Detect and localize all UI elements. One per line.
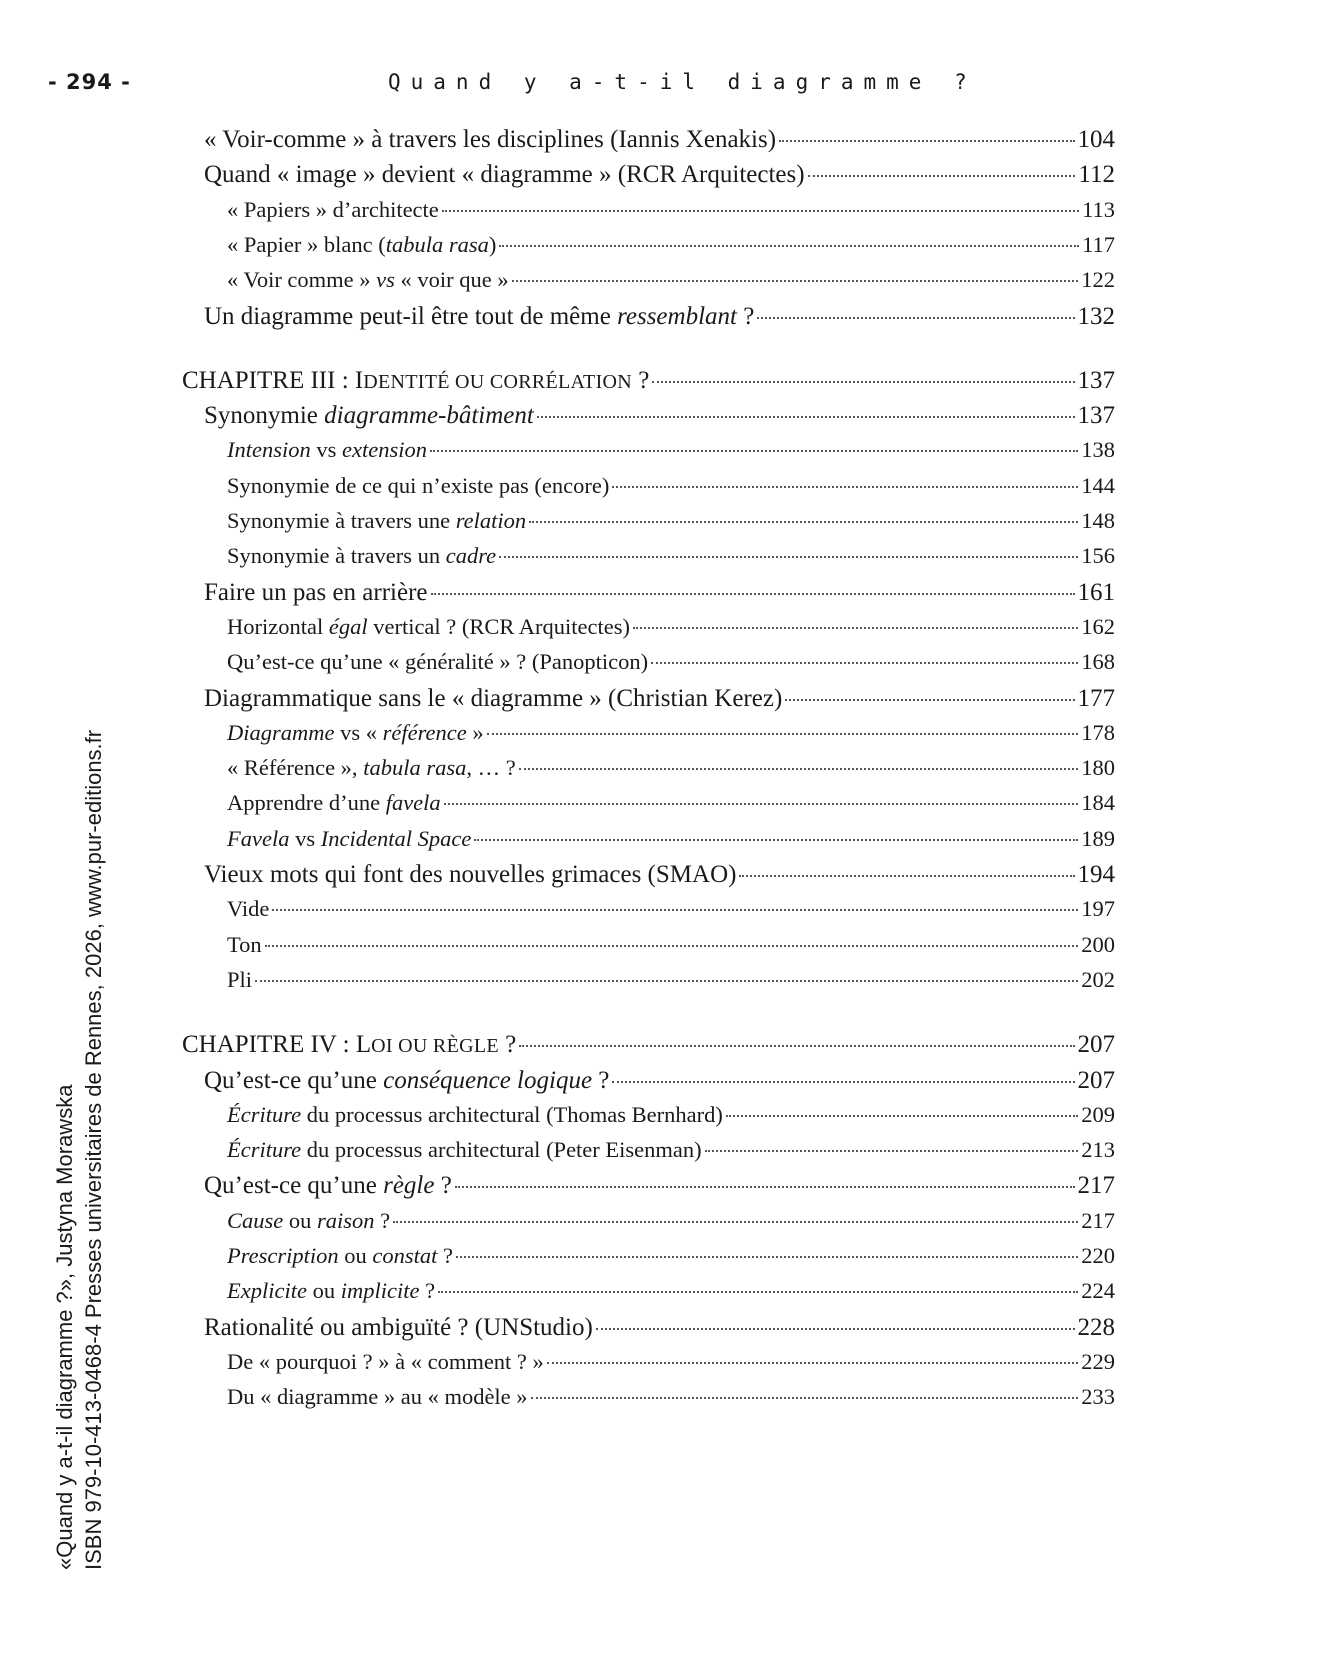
toc-entry-title: [227, 197, 439, 223]
toc-entry: [204, 161, 1115, 189]
toc-page-number: 144: [1081, 472, 1115, 498]
toc-title-text: « Référence »,: [227, 755, 364, 781]
toc-title-italic: Écriture: [227, 1101, 302, 1127]
toc-title-text: vs: [310, 437, 343, 463]
toc-entry: [227, 614, 1115, 640]
toc-leader-dots: [757, 317, 1074, 319]
toc-title-italic: extension: [342, 437, 427, 463]
toc-title-italic: Prescription: [227, 1243, 339, 1268]
toc-entry: [227, 1208, 1115, 1234]
toc-leader-dots: [739, 875, 1074, 877]
toc-entry-title: [204, 1314, 593, 1342]
toc-entry-title: [227, 508, 526, 534]
toc-entry: [227, 1102, 1115, 1128]
toc-title-text: Du « diagramme » au « modèle »: [227, 1384, 528, 1410]
toc-entry: [204, 861, 1115, 889]
toc-title-text: DENTITÉ OU CORRÉLATION: [363, 370, 633, 393]
page-number: - 294 -: [48, 70, 131, 94]
toc-entry-title: [182, 367, 649, 395]
toc-entry-title: [204, 1172, 452, 1200]
toc-title-italic: relation: [455, 508, 527, 533]
toc-title-text: , … ?: [466, 755, 516, 781]
toc-entry-title: [227, 1208, 390, 1234]
toc-entry: [204, 1314, 1115, 1342]
toc-title-text: ?: [498, 1031, 517, 1059]
toc-entry: [204, 303, 1115, 331]
toc-entry-title: [227, 755, 516, 781]
toc-title-italic: constat: [372, 1243, 438, 1268]
toc-title-text: Apprendre d’une: [227, 790, 386, 816]
toc-title-italic: tabula rasa: [363, 755, 467, 781]
toc-entry: [227, 720, 1115, 746]
toc-entry-title: [204, 1067, 609, 1095]
toc-title-text: L: [355, 1031, 372, 1059]
toc-title-text: « Papiers » d’architecte: [227, 196, 439, 222]
toc-title-text: Ton: [227, 931, 262, 957]
toc-title-text: « voir que »: [394, 267, 509, 293]
toc-entry-title: [204, 685, 782, 713]
toc-entry-title: [204, 161, 805, 189]
toc-title-text: du processus architectural (Peter Eisenman): [301, 1137, 702, 1163]
toc-entry-title: [227, 232, 496, 258]
toc-entry: [227, 967, 1115, 993]
running-title: Quand y a-t-il diagramme ?: [388, 70, 977, 94]
toc-page-number: 207: [1077, 1066, 1115, 1094]
toc-title-text: Vieux mots qui font des nouvelles grimaces (SMAO): [204, 861, 737, 888]
toc-entry: [227, 1243, 1115, 1269]
toc-title-text: ?: [374, 1207, 391, 1233]
toc-entry-title: [204, 579, 428, 607]
toc-entry-title: [182, 1031, 516, 1059]
toc-title-text: ?: [632, 366, 650, 394]
toc-entry: [227, 197, 1115, 223]
toc-leader-dots: [519, 768, 1079, 770]
toc-entry-title: [227, 473, 609, 499]
toc-title-text: Synonymie de ce qui n’existe pas (encore): [227, 472, 610, 498]
toc-title-italic: Intension: [227, 437, 311, 463]
toc-chapter: [182, 1031, 1115, 1059]
toc-title-text: ou: [306, 1278, 341, 1304]
toc-entry: [227, 1384, 1115, 1410]
toc-leader-dots: [487, 733, 1079, 735]
toc-title-text: »: [466, 719, 484, 745]
toc-leader-dots: [808, 175, 1076, 177]
toc-title-italic: référence: [382, 719, 467, 745]
toc-entry-title: [227, 932, 262, 958]
toc-title-italic: égal: [328, 613, 368, 639]
toc-page-number: 189: [1081, 825, 1115, 851]
toc-title-italic: raison: [317, 1207, 375, 1233]
toc-entry-title: [227, 437, 427, 463]
toc-entry-title: [204, 861, 736, 889]
toc-title-italic: Diagramme: [227, 719, 335, 745]
toc-entry: [227, 543, 1115, 569]
toc-entry-title: [227, 1243, 453, 1269]
toc-entry-title: [227, 543, 496, 569]
toc-page-number: 200: [1081, 931, 1115, 957]
toc-title-text: Synonymie à travers un: [227, 543, 446, 569]
toc-page-number: 220: [1081, 1243, 1115, 1268]
toc-page-number: 137: [1077, 366, 1115, 394]
toc-entry: [227, 790, 1115, 816]
toc-title-text: ?: [592, 1066, 610, 1094]
toc-title-text: Qu’est-ce qu’une: [204, 1172, 384, 1200]
toc-page-number: 217: [1081, 1207, 1115, 1233]
toc-title-text: « Voir-comme » à travers les disciplines (Iannis Xenakis): [204, 126, 777, 153]
toc-title-italic: cadre: [445, 543, 497, 569]
toc-title-italic: Explicite: [227, 1278, 307, 1304]
toc-title-italic: Favela: [227, 825, 290, 851]
toc-page-number: 202: [1081, 966, 1115, 992]
toc-entry: [227, 1349, 1115, 1375]
toc-entry: [227, 896, 1115, 922]
toc-title-text: vs «: [334, 719, 383, 745]
toc-leader-dots: [612, 486, 1078, 488]
toc-page-number: 213: [1081, 1137, 1115, 1163]
toc-leader-dots: [726, 1115, 1078, 1117]
toc-entry: [227, 826, 1115, 852]
toc-title-text: Synonymie: [204, 402, 325, 430]
toc-page-number: 148: [1081, 508, 1115, 533]
toc-leader-dots: [438, 1291, 1078, 1293]
toc-leader-dots: [499, 556, 1078, 558]
toc-leader-dots: [393, 1221, 1078, 1223]
toc-page-number: 112: [1078, 161, 1115, 189]
toc-entry-title: [227, 826, 471, 852]
toc-title-text: « Papier » blanc (: [227, 231, 386, 257]
toc-title-italic: implicite: [340, 1278, 420, 1304]
toc-entry-title: [227, 720, 484, 746]
toc-page-number: 180: [1081, 755, 1115, 781]
toc-entry-title: [204, 126, 776, 154]
toc-page-number: 168: [1081, 649, 1115, 675]
toc-entry: [204, 1172, 1115, 1200]
toc-entry: [227, 1278, 1115, 1304]
toc-entry-title: [227, 1102, 723, 1128]
toc-title-text: Un diagramme peut-il être tout de même: [204, 302, 618, 330]
toc-page-number: 209: [1081, 1101, 1115, 1127]
toc-title-text: ?: [736, 302, 755, 330]
toc-page-number: 156: [1081, 543, 1115, 569]
toc-entry: [204, 579, 1115, 607]
toc-leader-dots: [651, 662, 1078, 664]
toc-title-text: Vide: [227, 896, 270, 922]
toc-title-text: vs: [289, 825, 321, 851]
toc-leader-dots: [442, 210, 1079, 212]
toc-page-number: 228: [1077, 1313, 1115, 1341]
toc-entry: [227, 267, 1115, 293]
toc-title-text: Qu’est-ce qu’une: [204, 1066, 384, 1094]
toc-entry: [227, 649, 1115, 675]
toc-leader-dots: [531, 1397, 1079, 1399]
toc-title-italic: favela: [385, 790, 441, 816]
toc-entry-title: [227, 1384, 528, 1410]
toc-page-number: 122: [1081, 267, 1115, 293]
toc-leader-dots: [537, 416, 1075, 418]
toc-entry-title: [227, 790, 441, 816]
toc-page-number: 138: [1081, 437, 1115, 463]
toc-title-text: Quand « image » devient « diagramme » (RCR Arquitectes): [204, 161, 805, 189]
toc-title-text: « Voir comme »: [227, 267, 377, 293]
toc-entry-title: [227, 967, 252, 993]
toc-entry: [204, 1067, 1115, 1095]
toc-leader-dots: [785, 699, 1074, 701]
toc-leader-dots: [255, 980, 1078, 982]
toc-entry-title: [227, 1349, 544, 1375]
toc-page-number: 162: [1081, 613, 1115, 639]
toc-page-number: 229: [1081, 1348, 1115, 1374]
toc-title-italic: Cause: [227, 1207, 284, 1233]
toc-entry-title: [204, 402, 534, 430]
toc-page-number: 207: [1077, 1031, 1115, 1059]
toc-title-text: Faire un pas en arrière: [204, 578, 428, 606]
toc-page-number: 104: [1077, 126, 1115, 153]
toc-entry-title: [227, 267, 509, 293]
toc-title-text: ou: [283, 1207, 317, 1233]
toc-entry-title: [204, 303, 754, 331]
toc-leader-dots: [633, 627, 1078, 629]
toc-title-text: OI OU RÈGLE: [371, 1035, 499, 1058]
toc-leader-dots: [547, 1362, 1078, 1364]
toc-leader-dots: [455, 1186, 1075, 1188]
toc-title-text: De « pourquoi ? » à « comment ? »: [227, 1348, 544, 1374]
toc-page-number: 184: [1081, 790, 1115, 816]
toc-leader-dots: [652, 381, 1074, 383]
toc-title-text: Horizontal: [227, 613, 329, 639]
toc-entry: [227, 437, 1115, 463]
toc-entry-title: [227, 649, 648, 675]
toc-entry-title: [227, 614, 630, 640]
toc-entry: [227, 932, 1115, 958]
toc-entry-title: [227, 1137, 702, 1163]
toc-leader-dots: [265, 945, 1079, 947]
toc-leader-dots: [519, 1045, 1074, 1047]
toc-page-number: 137: [1077, 402, 1115, 430]
toc-page-number: 177: [1077, 684, 1115, 712]
toc-title-text: Diagrammatique sans le « diagramme » (Christian Kerez): [204, 684, 783, 712]
toc-leader-dots: [431, 593, 1075, 595]
toc-entry: [227, 755, 1115, 781]
toc-title-italic: diagramme-bâtiment: [324, 402, 534, 430]
toc-chapter: [182, 367, 1115, 395]
toc-leader-dots: [705, 1150, 1079, 1152]
toc-title-text: ?: [434, 1172, 452, 1200]
toc-page-number: 197: [1081, 896, 1115, 922]
toc-title-italic: Incidental Space: [320, 825, 472, 851]
toc-title-text: ?: [419, 1278, 436, 1304]
toc-title-text: ou: [338, 1243, 373, 1268]
toc-page-number: 117: [1082, 231, 1115, 257]
toc-page-number: 194: [1077, 861, 1115, 888]
toc-title-text: Pli: [227, 966, 253, 992]
side-credit-line-1: «Quand y a-t-il diagramme ?», Justyna Morawska: [52, 1084, 77, 1570]
toc-leader-dots: [474, 839, 1078, 841]
toc-leader-dots: [444, 803, 1079, 805]
toc-entry: [227, 508, 1115, 534]
toc-title-text: CHAPITRE IV :: [182, 1031, 356, 1059]
toc-page-number: 217: [1077, 1172, 1115, 1200]
toc-leader-dots: [272, 909, 1078, 911]
toc-page-number: 132: [1077, 302, 1115, 330]
toc-title-text: Qu’est-ce qu’une « généralité » ? (Panopticon): [227, 649, 649, 675]
toc-leader-dots: [779, 140, 1074, 142]
toc-title-italic: vs: [376, 267, 395, 293]
toc-title-italic: Écriture: [227, 1137, 302, 1163]
toc-entry-title: [227, 896, 269, 922]
toc-entry: [204, 685, 1115, 713]
toc-page-number: 161: [1077, 578, 1115, 606]
toc-page-number: 178: [1081, 719, 1115, 745]
side-credit-line-2: ISBN 979-10-413-0468-4 Presses universitaires de Rennes, 2026, www.pur-editions.fr: [81, 729, 106, 1570]
toc-entry: [227, 473, 1115, 499]
toc-entry: [204, 402, 1115, 430]
toc-entry: [227, 232, 1115, 258]
toc-entry: [204, 126, 1115, 154]
toc-page-number: 113: [1082, 196, 1115, 222]
toc-title-text: CHAPITRE III :: [182, 366, 355, 394]
toc-title-text: Synonymie à travers une: [227, 508, 456, 533]
toc-title-text: ): [488, 231, 497, 257]
toc-leader-dots: [529, 521, 1078, 523]
toc-leader-dots: [612, 1081, 1074, 1083]
toc-title-italic: ressemblant: [617, 302, 737, 330]
toc-title-text: du processus architectural (Thomas Bernhard): [301, 1101, 723, 1127]
toc-entry-title: [227, 1278, 435, 1304]
toc-page-number: 224: [1081, 1278, 1115, 1304]
toc-entry: [227, 1137, 1115, 1163]
toc-title-italic: règle: [383, 1172, 435, 1200]
toc-title-italic: conséquence logique: [383, 1066, 593, 1094]
toc-page-number: 233: [1081, 1384, 1115, 1410]
toc-leader-dots: [512, 280, 1079, 282]
toc-leader-dots: [456, 1256, 1078, 1258]
toc-title-italic: tabula rasa: [385, 231, 489, 257]
toc-title-text: vertical ? (RCR Arquitectes): [367, 613, 631, 639]
toc-title-text: ?: [437, 1243, 454, 1268]
side-credit: [50, 729, 108, 1570]
toc-title-text: I: [354, 366, 364, 394]
toc-title-text: Rationalité ou ambiguïté ? (UNStudio): [204, 1313, 593, 1341]
toc-leader-dots: [596, 1328, 1075, 1330]
toc-leader-dots: [499, 245, 1079, 247]
toc-leader-dots: [430, 450, 1078, 452]
